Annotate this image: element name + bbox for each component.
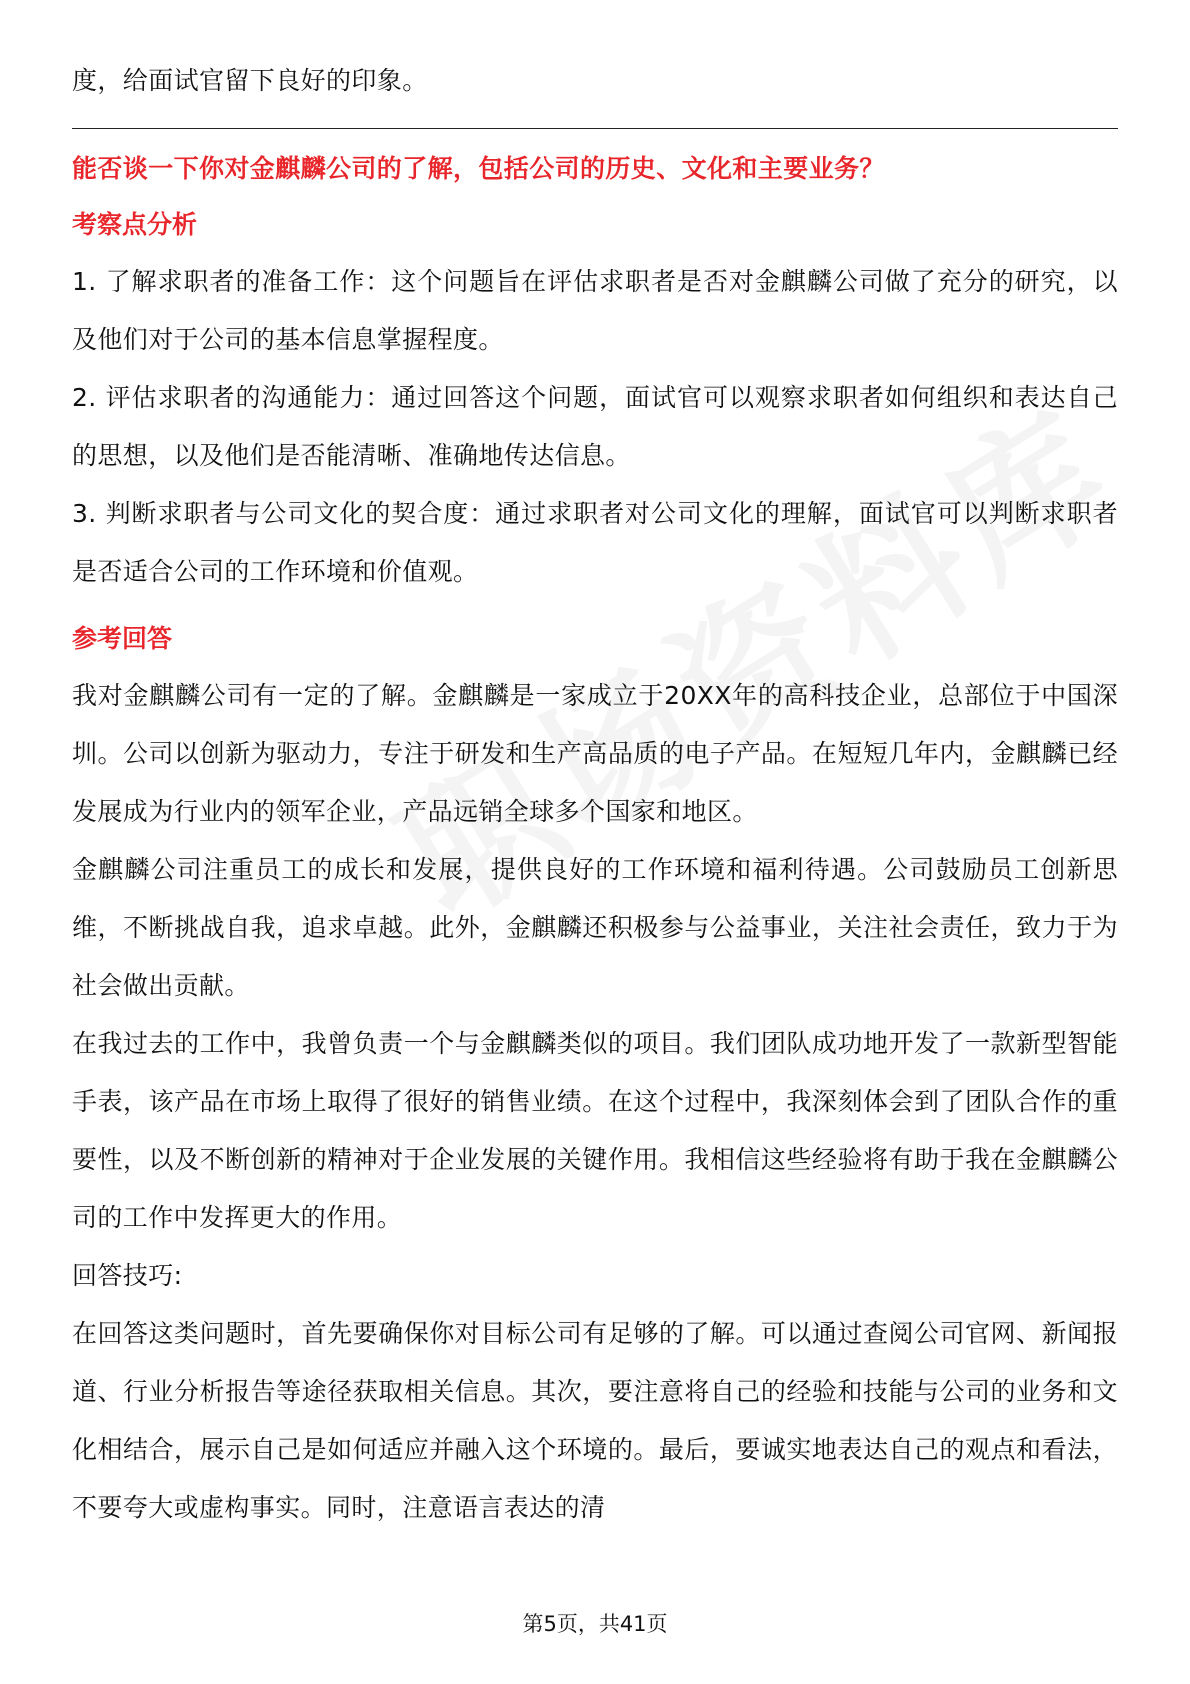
tips-title: 回答技巧: bbox=[72, 1261, 183, 1290]
page-content bbox=[72, 52, 1118, 1537]
analysis-point: 3. 判断求职者与公司文化的契合度：通过求职者对公司文化的理解，面试官可以判断求职者是否适合公司的工作环境和价值观。 bbox=[72, 499, 1118, 586]
reference-title: 参考回答 bbox=[72, 624, 173, 653]
reference-paragraph: 金麒麟公司注重员工的成长和发展，提供良好的工作环境和福利待遇。公司鼓励员工创新思维，不断挑战自我，追求卓越。此外，金麒麟还积极参与公益事业，关注社会责任，致力于为社会做出贡献。 bbox=[72, 855, 1118, 1000]
reference-paragraph: 在我过去的工作中，我曾负责一个与金麒麟类似的项目。我们团队成功地开发了一款新型智能手表，该产品在市场上取得了很好的销售业绩。在这个过程中，我深刻体会到了团队合作的重要性，以及不断创新的精神对于企业发展的关键作用。我相信这些经验将有助于我在金麒麟公司的工作中发挥更大的作用。 bbox=[72, 1029, 1118, 1232]
analysis-point: 2. 评估求职者的沟通能力：通过回答这个问题，面试官可以观察求职者如何组织和表达自己的思想，以及他们是否能清晰、准确地传达信息。 bbox=[72, 383, 1118, 470]
page-footer: 第5页，共41页 bbox=[522, 1612, 668, 1636]
analysis-point: 1. 了解求职者的准备工作：这个问题旨在评估求职者是否对金麒麟公司做了充分的研究，以及他们对于公司的基本信息掌握程度。 bbox=[72, 267, 1118, 354]
analysis-title: 考察点分析 bbox=[72, 210, 198, 239]
reference-paragraph: 我对金麒麟公司有一定的了解。金麒麟是一家成立于20XX年的高科技企业，总部位于中国深圳。公司以创新为驱动力，专注于研发和生产高品质的电子产品。在短短几年内，金麒麟已经发展成为行业内的领军企业，产品远销全球多个国家和地区。 bbox=[72, 681, 1118, 826]
tips-text: 在回答这类问题时，首先要确保你对目标公司有足够的了解。可以通过查阅公司官网、新闻报道、行业分析报告等途径获取相关信息。其次，要注意将自己的经验和技能与公司的业务和文化相结合，展示自己是如何适应并融入这个环境的。最后，要诚实地表达自己的观点和看法，不要夸大或虚构事实。同时，注意语言表达的清 bbox=[72, 1319, 1118, 1522]
intro-tail-text: 度，给面试官留下良好的印象。 bbox=[72, 66, 428, 95]
section-divider bbox=[72, 128, 1118, 129]
question-heading: 能否谈一下你对金麒麟公司的了解，包括公司的历史、文化和主要业务？ bbox=[72, 154, 885, 183]
